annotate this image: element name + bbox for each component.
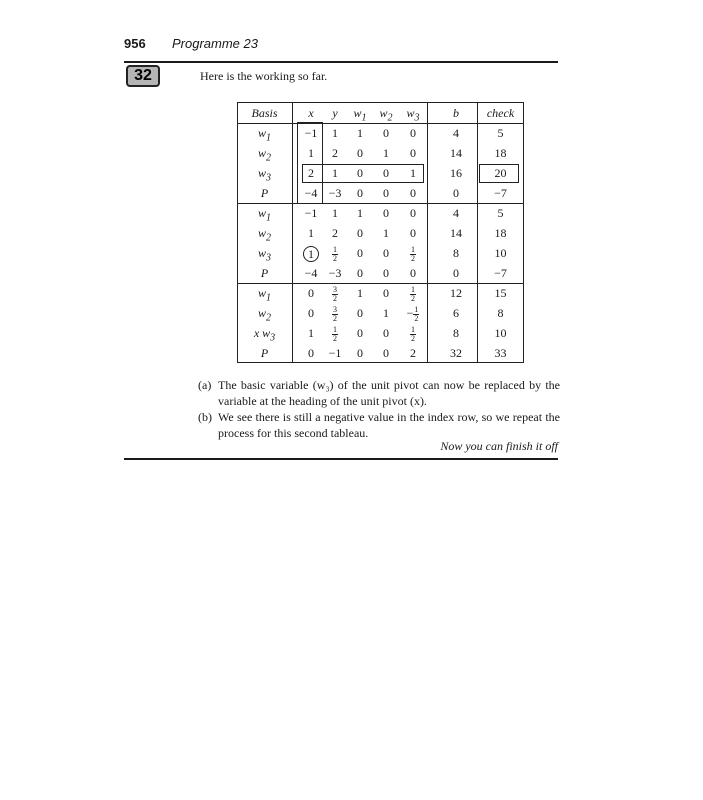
tableau-row [238, 223, 523, 243]
cell-w2: 1 [383, 226, 389, 240]
cell-b: 32 [450, 346, 462, 360]
tableau-row [238, 123, 523, 143]
cell-w2: 0 [383, 166, 389, 180]
cell-w1: 0 [357, 166, 363, 180]
cell-y: 1 [332, 126, 338, 140]
cell-x: −4 [304, 186, 318, 200]
cell-w1: 1 [357, 286, 363, 300]
basis-cell: P [260, 346, 269, 360]
cell-check: 10 [494, 326, 507, 340]
cell-check: 33 [494, 346, 507, 360]
top-rule [124, 61, 558, 63]
cell-b: 4 [453, 206, 459, 220]
cell-w3: 0 [410, 266, 416, 280]
header-w3: $w_3$ [406, 106, 420, 124]
cell-y: 1 [332, 166, 338, 180]
cell-x: 2 [308, 166, 314, 180]
cell-x [300, 243, 322, 263]
basis-cell: $w_1$ [257, 206, 271, 224]
cell-w3 [400, 243, 426, 263]
cell-y [324, 283, 346, 303]
cell-b: 0 [453, 266, 459, 280]
tableau-row [238, 283, 523, 303]
cell-b: 8 [453, 326, 459, 340]
note-text: The basic variable (w₃) of the unit pivot can now be replaced by the variable at the heading of the unit pivot (x). [218, 378, 560, 408]
basis-cell: $w_1$ [257, 286, 271, 304]
cell-x: 0 [308, 306, 314, 320]
cell-b: 0 [453, 186, 459, 200]
cell-check: −7 [494, 266, 507, 280]
fraction: $\frac{1}{2}$ [411, 324, 415, 343]
cell-check: 20 [494, 166, 507, 180]
cell-w3: 0 [410, 126, 416, 140]
cell-b: 6 [453, 306, 459, 320]
cell-x: −4 [304, 266, 318, 280]
cell-w3: 2 [410, 346, 416, 360]
cell-check: 10 [494, 246, 507, 260]
cell-y: 2 [332, 226, 338, 240]
header-b: b [453, 106, 459, 120]
header-check: check [486, 106, 515, 120]
cell-w2: 0 [383, 326, 389, 340]
cell-w1: 0 [357, 326, 363, 340]
cell-w3: 0 [410, 186, 416, 200]
cell-y [324, 303, 346, 323]
tableau-row [238, 243, 523, 263]
cell-w2: 0 [383, 126, 389, 140]
cell-w1: 0 [357, 146, 363, 160]
cell-w1: 0 [357, 186, 363, 200]
cell-x: −1 [304, 206, 318, 220]
cell-x: 0 [308, 286, 314, 300]
basis-cell: $w_3$ [257, 246, 271, 264]
tableau-row [238, 163, 523, 183]
cell-w3 [400, 283, 426, 303]
cell-check: −7 [494, 186, 507, 200]
cell-y: −3 [328, 266, 342, 280]
cell-y: 1 [332, 206, 338, 220]
header-basis: Basis [251, 106, 278, 120]
cell-x: 1 [308, 326, 314, 340]
cell-w2: 0 [383, 206, 389, 220]
cell-y: −3 [328, 186, 342, 200]
cell-check: 5 [497, 206, 504, 220]
tableau-row [238, 323, 523, 343]
cell-w2: 0 [383, 266, 389, 280]
fraction: $\frac{1}{2}$ [333, 324, 337, 343]
cell-b: 14 [450, 146, 462, 160]
fraction: $\frac{1}{2}$ [414, 304, 419, 323]
cell-b: 12 [450, 286, 462, 300]
bottom-rule [124, 458, 558, 460]
cell-w1: 0 [357, 346, 363, 360]
cell-w1: 1 [357, 126, 363, 140]
basis-cell: $w_2$ [257, 226, 271, 244]
cell-x: −1 [304, 126, 318, 140]
cell-check: 18 [494, 226, 507, 240]
cell-b: 16 [450, 166, 462, 180]
cell-check: 8 [497, 306, 504, 320]
note-a [198, 377, 560, 409]
cell-w3: 0 [410, 206, 416, 220]
cell-check: 18 [494, 146, 507, 160]
fraction: $\frac{3}{2}$ [333, 304, 337, 323]
header-w1: $w_1$ [353, 106, 367, 124]
cell-b: 4 [453, 126, 459, 140]
note-text: We see there is still a negative value in the index row, so we repeat the process for this second tableau. [218, 410, 560, 440]
header-x: x [308, 106, 314, 120]
cell-b: 8 [453, 246, 459, 260]
cell-w3 [400, 323, 426, 343]
fraction: $\frac{1}{2}$ [411, 284, 415, 303]
cell-check: 15 [494, 286, 507, 300]
note-b [198, 409, 560, 441]
cell-y [324, 243, 346, 263]
tableau-row [238, 143, 523, 163]
tableau-row [238, 203, 523, 223]
cell-w1: 1 [357, 206, 363, 220]
cell-y [324, 323, 346, 343]
fraction: $\frac{1}{2}$ [411, 244, 415, 263]
cell-b: 14 [450, 226, 462, 240]
page-number: 956 [124, 36, 146, 51]
header-y: y [332, 106, 338, 120]
basis-cell: $w_2$ [257, 146, 271, 164]
cell-check: 5 [497, 126, 504, 140]
cell-x: 0 [308, 346, 314, 360]
continue-prompt: Now you can finish it off [440, 439, 558, 453]
cell-w1: 0 [357, 266, 363, 280]
unit-pivot-circle: 1 [303, 246, 319, 262]
simplex-tableau [237, 102, 524, 363]
cell-w2: 0 [383, 346, 389, 360]
header-row [238, 103, 523, 123]
note-label: (b) [198, 410, 212, 424]
tableau-row [238, 263, 523, 283]
frame-number-badge: 32 [126, 65, 160, 87]
intro-text: Here is the working so far. [200, 69, 328, 83]
programme-title: Programme 23 [172, 36, 258, 51]
fraction: $\frac{3}{2}$ [333, 284, 337, 303]
cell-x: 1 [308, 226, 314, 240]
cell-w1: 0 [357, 246, 363, 260]
cell-w2: 0 [383, 286, 389, 300]
note-label: (a) [198, 378, 212, 392]
fraction: $\frac{1}{2}$ [333, 244, 337, 263]
cell-w3: 0 [410, 226, 416, 240]
basis-cell: $w_3$ [257, 166, 271, 184]
tableau-row [238, 183, 523, 203]
cell-w2: 1 [383, 146, 389, 160]
cell-w2: 0 [383, 246, 389, 260]
cell-w1: 0 [357, 306, 363, 320]
basis-cell: P [260, 186, 269, 200]
cell-y: −1 [328, 346, 342, 360]
cell-w3: 1 [410, 166, 416, 180]
basis-cell: $w_1$ [257, 126, 271, 144]
cell-w2: 1 [383, 306, 389, 320]
cell-w1: 0 [357, 226, 363, 240]
tableau-row [238, 343, 523, 363]
basis-cell: P [260, 266, 269, 280]
basis-cell: $w_2$ [257, 306, 271, 324]
header-w2: $w_2$ [379, 106, 393, 124]
cell-x: 1 [308, 146, 314, 160]
notes [198, 377, 560, 441]
cell-w3: 0 [410, 146, 416, 160]
cell-w3: − $\frac{1}{2}$ [406, 304, 419, 323]
tableau-row [238, 303, 523, 323]
cell-y: 2 [332, 146, 338, 160]
cell-w2: 0 [383, 186, 389, 200]
basis-cell: x $w_3$ [253, 326, 276, 344]
